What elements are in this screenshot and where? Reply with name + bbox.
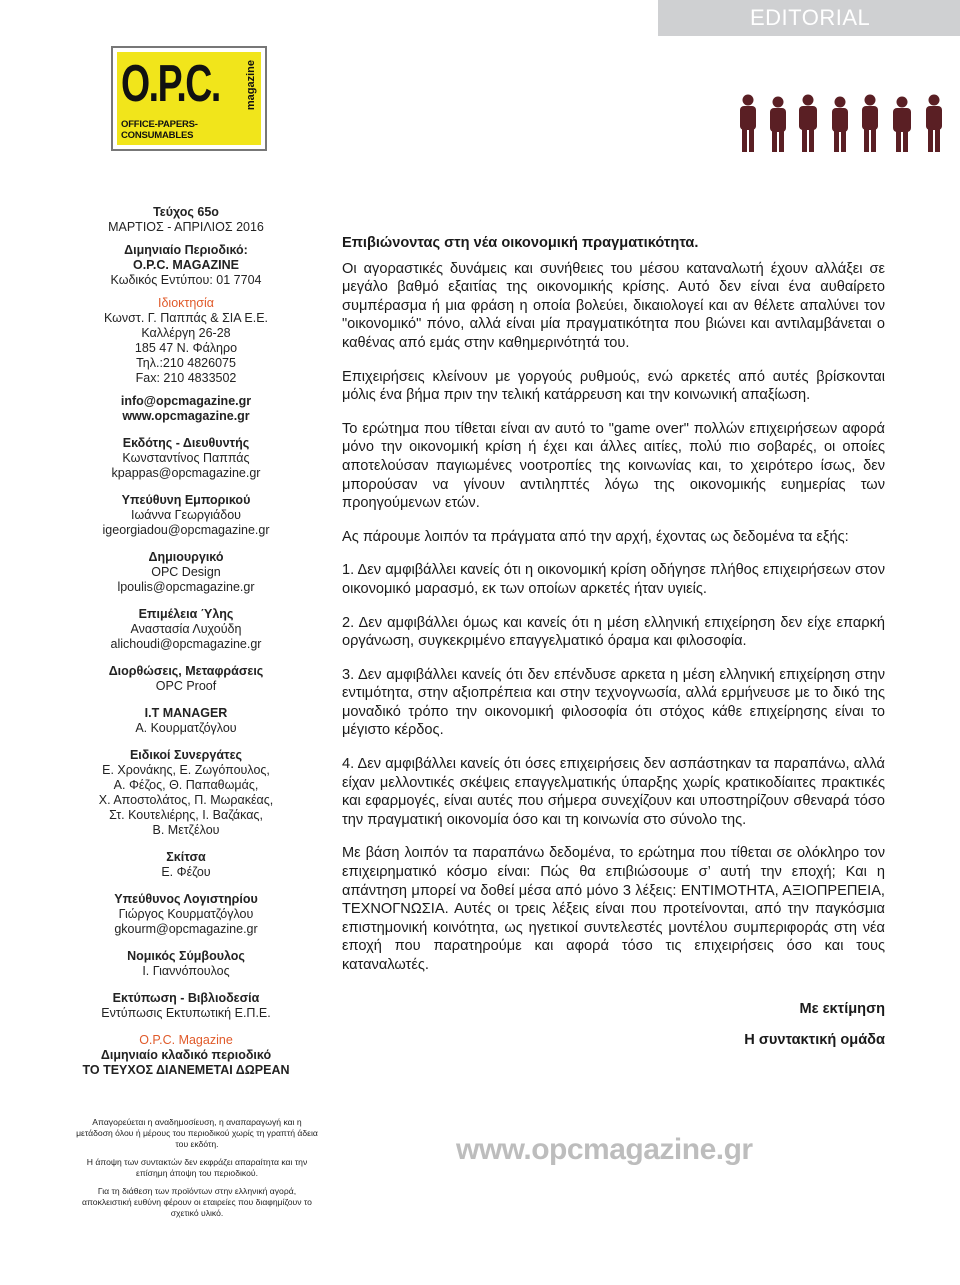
magazine-code: Κωδικός Εντύπου: 01 7704 (110, 273, 262, 287)
editing-name: Αναστασία Λυχούδη (130, 622, 242, 636)
editorial-header-bar (658, 0, 960, 36)
editorial-article (342, 234, 885, 990)
silhouette-icon (832, 97, 848, 153)
article-paragraph: Το ερώτημα που τίθεται είναι αν αυτό το "game over" πολλών επιχειρήσεων αφορά μόνο την οικονομική κρίση ή έχει και άλλες αιτίες, πολύ πιο σοβαρές, οι οποίες αποτελούσαν παγιωμένες νοοτροπίες της κοινωνίας και, το χειρότερο ίσως, δεν μπορούσαν να γίνουν αντιληπτές λόγω της οικονομικής ευημερίας των προηγούμενων ετών. (342, 420, 885, 512)
legal-copyright: Απαγορεύεται η αναδημοσίευση, η αναπαραγωγή και η μετάδοση όλου ή μέρους του περιοδικού χωρίς τη γραπτή άδεια του εκδότη. (76, 1117, 318, 1149)
article-heading: Επιβιώνοντας στη νέα οικονομική πραγματικότητα. (342, 235, 699, 251)
it-label: I.T MANAGER (144, 706, 228, 720)
printing-name: Εντύπωσις Εκτυπωτική Ε.Π.Ε. (101, 1006, 271, 1020)
article-list-item: 2. Δεν αμφιβάλλει όμως και κανείς ότι η μέση ελληνική επιχείρηση δεν είχε επαρκή οργάνωση, συγκεκριμένο επαγγελματικό όραμα και φιλοσοφία. (342, 614, 885, 650)
sales-email-link[interactable]: igeorgiadou@opcmagazine.gr (102, 523, 270, 537)
accounting-label: Υπεύθυνος Λογιστηρίου (114, 892, 258, 906)
issue-date: ΜΑΡΤΙΟΣ - ΑΠΡΙΛΙΟΣ 2016 (108, 220, 264, 234)
legal-responsibility: Για τη διάθεση των προϊόντων στην ελληνική αγορά, αποκλειστική ευθύνη φέρουν οι εταιρείες που διαφημίζουν το σχετικό υλικό. (82, 1186, 312, 1218)
sales-label: Υπεύθυνη Εμπορικού (121, 493, 251, 507)
logo-title: O.P.C. (121, 55, 220, 113)
proof-label: Διορθώσεις, Μεταφράσεις (108, 664, 264, 678)
phone-number: Τηλ.:210 4826075 (136, 356, 236, 370)
article-paragraph: Επιχειρήσεις κλείνουν με γοργούς ρυθμούς, ενώ αρκετές από αυτές βρίσκονται μόλις ένα βήμα πριν την τελική κατάρρευση και την κοινωνική απαξίωση. (342, 368, 885, 404)
owner-name: Κωνστ. Γ. Παππάς & ΣΙΑ Ε.Ε. (103, 311, 269, 325)
proof-name: OPC Proof (155, 679, 217, 693)
issue-number: Τεύχος 65ο (153, 205, 219, 219)
creative-email-link[interactable]: lpoulis@opcmagazine.gr (117, 580, 255, 594)
contributors-label: Ειδικοί Συνεργάτες (129, 748, 243, 762)
publisher-name: Κωνσταντίνος Παππάς (122, 451, 250, 465)
legal-notice (76, 1117, 318, 1226)
article-list-item: 3. Δεν αμφιβάλλει κανείς ότι δεν επένδυσε αρκετα η μέση ελληνική επιχείρηση στην εντιμότητα, στην αξιοπρέπεια και στην τεχνογνωσία, αλλά ερμήνευσε με το δικό της μοναδικό τρόπο την οικονομική φιλοσοφία ότι στόχος κάθε επιχείρησης είναι το μέγιστο κέρδος. (342, 666, 885, 739)
printing-label: Εκτύπωση - Βιβλιοδεσία (112, 991, 260, 1005)
opc-logo (111, 46, 267, 151)
signature-greeting: Με εκτίμηση (799, 1001, 885, 1017)
sketches-name: Ε. Φέζου (161, 865, 211, 879)
creative-label: Δημιουργικό (148, 550, 224, 564)
silhouette-icon (740, 95, 756, 153)
sketches-label: Σκίτσα (166, 850, 206, 864)
logo-background (117, 52, 261, 145)
ownership-label: Ιδιοκτησία (157, 296, 215, 310)
publisher-label: Εκδότης - Διευθυντής (122, 436, 250, 450)
contributors-line: Χ. Αποστολάτος, Π. Μωρακέας, (98, 793, 274, 807)
magazine-type-label: Διμηνιαίο Περιοδικό: (124, 243, 248, 257)
article-list-item: 4. Δεν αμφιβάλλει κανείς ότι όσες επιχειρήσεις δεν ασπάστηκαν τα παραπάνω, αλλά είχαν μελλοντικές σκέψεις επαγγελματικής ύπαρξης χωρίς κρατικοδίαιτες πρακτικές και εφαρμογές, είναι αυτές που σήμερα συνεχίζουν και υποστηρίζουν σθεναρά τόσο την πραγματική οικονομία όσο και τη κοινωνία στο σύνολο της. (342, 756, 885, 828)
legal-disclaimer: Η άποψη των συντακτών δεν εκφράζει απαραίτητα και την επίσημη άποψη του περιοδικού. (86, 1157, 308, 1178)
magazine-name: O.P.C. MAGAZINE (132, 258, 240, 272)
footer-magazine-type: Διμηνιαίο κλαδικό περιοδικό (100, 1048, 272, 1062)
footer-magazine-name: O.P.C. Magazine (139, 1033, 233, 1047)
silhouette-icon (799, 95, 817, 153)
address-line-2: 185 47 Ν. Φάληρο (134, 341, 238, 355)
publisher-email-link[interactable]: kpappas@opcmagazine.gr (111, 466, 261, 480)
footer-free-distribution: ΤΟ ΤΕΥΧΟΣ ΔΙΑΝΕΜΕΤΑΙ ΔΩΡΕΑΝ (82, 1063, 290, 1077)
people-silhouettes-icon (734, 94, 952, 152)
legal-advisor-label: Νομικός Σύμβουλος (127, 949, 245, 963)
article-paragraph: Ας πάρουμε λοιπόν τα πράγματα από την αρχή, έχοντας ως δεδομένα τα εξής: (342, 528, 849, 545)
editorial-label: EDITORIAL (750, 5, 871, 30)
masthead-sidebar (70, 205, 302, 1078)
fax-number: Fax: 210 4833502 (135, 371, 237, 385)
logo-subtitle: magazine (245, 60, 257, 111)
article-list-item: 1. Δεν αμφιβάλλει κανείς ότι η οικονομική κρίση οδήγησε πλήθος επιχειρήσεων στον οικονομικό μαρασμό, εκ των οποίων αρκετές ήταν υγιείς. (342, 562, 885, 597)
accounting-name: Γιώργος Κουρματζόγλου (118, 907, 254, 921)
contact-email-link[interactable]: info@opcmagazine.gr (120, 394, 252, 408)
legal-advisor-name: Ι. Γιαννόπουλος (142, 964, 230, 978)
signature-team: Η συντακτική ομάδα (744, 1032, 885, 1048)
editing-email-link[interactable]: alichoudi@opcmagazine.gr (110, 637, 262, 651)
silhouette-icon (770, 97, 786, 153)
editing-label: Επιμέλεια Ύλης (138, 607, 234, 621)
logo-tagline: OFFICE-PAPERS-CONSUMABLES (121, 119, 198, 141)
article-paragraph: Οι αγοραστικές δυνάμεις και συνήθειες του μέσου καταναλωτή έχουν αλλάξει σε μεγάλο βαθμό εξαιτίας της οικονομικής κρίσης. Αυτό δεν είναι ένα αυθαίρετο συμπέρασμα ή μια φράση η οποία βολεύει, δικαιολογεί και αν θέλετε απαλύνει τον "οικονομικό" πόνο, αλλά είναι μία πραγματικότητα που βιώνει και αντιλαμβάνεται ο καθένας από εμάς στην καθημερινότητά του. (342, 260, 885, 351)
creative-name: OPC Design (151, 565, 221, 579)
it-name: Α. Κουρματζόγλου (135, 721, 237, 735)
article-paragraph: Με βάση λοιπόν τα παραπάνω δεδομένα, το ερώτημα που τίθεται σε ολόκληρο τον επιχειρηματικό κόσμο είναι: Πώς θα επιβιώσουμε σ’ αυτή την εποχή; Και η απάντηση μπορεί να δοθεί μέσα από μόνο 3 λέξεις: ΕΝΤΙΜΟΤΗΤΑ, ΑΞΙΟΠΡΕΠΕΙΑ, ΤΕΧΝΟΓΝΩΣΙΑ. Αυτές οι τρεις λέξεις είναι που προτείνονται, από την παγκόσμια επιστημονική κοινότητα, ως ηγετικοί συντελεστές μοντέλου συμπεριφοράς στη νέα εποχή που παρατηρούμε και αφορά τόσο τις επιχειρήσεις όσο και τους καταναλωτές. (342, 845, 885, 973)
silhouette-icon (926, 95, 942, 153)
accounting-email-link[interactable]: gkourm@opcmagazine.gr (114, 922, 258, 936)
contributors-line: Α. Φέζος, Θ. Παπαθωμάς, (113, 778, 259, 792)
website-link[interactable]: www.opcmagazine.gr (122, 409, 250, 423)
silhouette-icon (862, 95, 878, 153)
contributors-line: Β. Μετζέλου (152, 823, 220, 837)
contributors-line: Ε. Χρονάκης, Ε. Ζωγόπουλος, (102, 763, 270, 777)
sales-name: Ιωάννα Γεωργιάδου (131, 508, 241, 522)
silhouette-icon (893, 97, 911, 153)
address-line-1: Καλλέργη 26-28 (141, 326, 231, 340)
contributors-line: Στ. Κουτελιέρης, Ι. Βαζάκας, (109, 808, 263, 822)
website-url-link[interactable]: www.opcmagazine.gr (456, 1133, 753, 1166)
